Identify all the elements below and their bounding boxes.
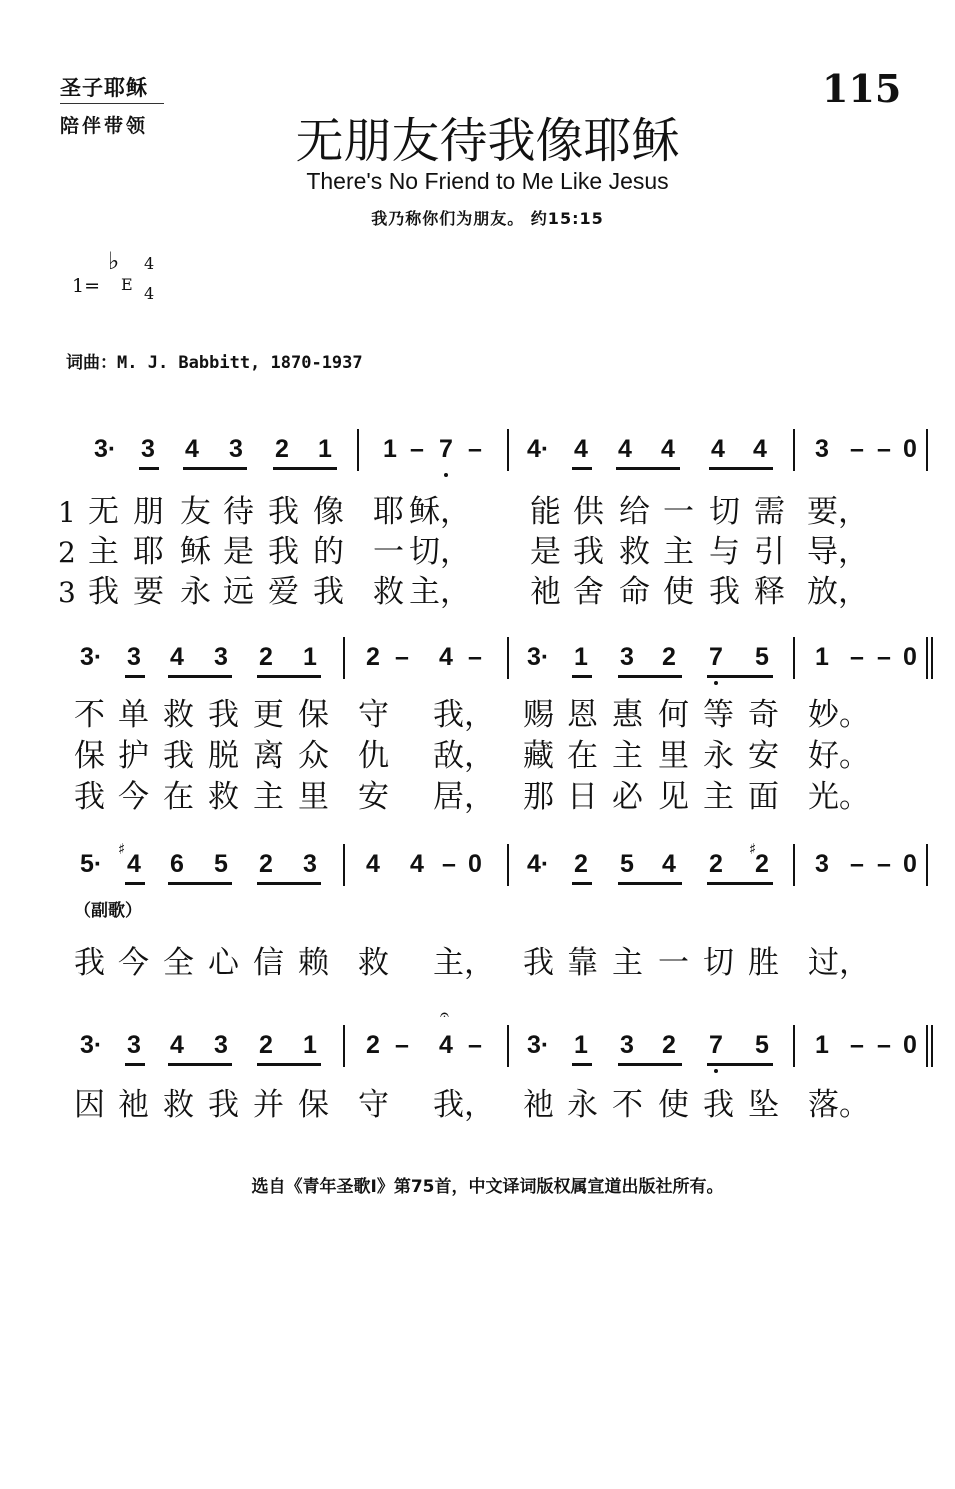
lyric-char: 见 — [658, 779, 689, 815]
barline — [793, 637, 795, 679]
note: 3· — [80, 643, 103, 671]
note: – — [877, 1031, 891, 1059]
lyric-char: 必 — [612, 779, 643, 815]
lyric-char: 我 — [208, 1087, 239, 1123]
lyric-char: 守 — [358, 697, 389, 733]
beam-underline — [257, 882, 321, 885]
note: 3 — [620, 1031, 634, 1059]
lyric-char: 全 — [163, 945, 194, 981]
lyric-char: 引 — [754, 534, 785, 570]
beam-underline — [707, 882, 773, 885]
sharp-sign: ♯ — [118, 840, 126, 858]
lyric-char: 一 — [663, 494, 694, 530]
lyric-char: 我 — [313, 574, 344, 610]
barline — [507, 844, 509, 886]
note: 3 — [127, 643, 141, 671]
note: 3 — [214, 1031, 228, 1059]
beam-underline — [125, 1063, 145, 1066]
note: 3 — [303, 850, 317, 878]
lyric-char: 我， — [433, 697, 495, 733]
lyric-char: 敌， — [433, 738, 495, 774]
beam-underline — [572, 1063, 592, 1066]
barline — [926, 1025, 928, 1067]
lyric-char: 并 — [253, 1087, 284, 1123]
sharp-sign: ♯ — [749, 840, 757, 858]
lyric-char: 我 — [523, 945, 554, 981]
note: – — [850, 643, 864, 671]
note: – — [468, 1031, 482, 1059]
note: 3· — [527, 643, 550, 671]
note: 2 — [259, 1031, 273, 1059]
note: 1 — [383, 435, 397, 463]
note: 1 — [815, 643, 829, 671]
lyric-char: 那 — [523, 779, 554, 815]
lyric-char: 我 — [74, 945, 105, 981]
barline — [343, 637, 345, 679]
beam-underline — [139, 467, 159, 470]
note: 2 — [275, 435, 289, 463]
note: 2 — [366, 643, 380, 671]
lyric-char: 耶 — [373, 494, 404, 530]
note: 5 — [214, 850, 228, 878]
lyric-char: 要 — [133, 574, 164, 610]
lyric-char: 日 — [567, 779, 598, 815]
note: 4 — [127, 850, 141, 878]
note: – — [442, 850, 456, 878]
lyric-char: 使 — [658, 1087, 689, 1123]
note: 7 — [709, 1031, 723, 1059]
note: 4 — [753, 435, 767, 463]
lyric-char: 祂 — [530, 574, 561, 610]
lyric-char: 面 — [748, 779, 779, 815]
lyric-char: 我 — [88, 574, 119, 610]
lyric-char: 今 — [118, 945, 149, 981]
note: 4 — [711, 435, 725, 463]
barline — [793, 1025, 795, 1067]
note: 0 — [903, 850, 917, 878]
lyric-char: 舍 — [573, 574, 604, 610]
barline — [926, 844, 928, 886]
lyric-char: 我 — [268, 494, 299, 530]
note: 7 — [709, 643, 723, 671]
lyric-char: 妙。 — [808, 697, 870, 733]
note: – — [468, 643, 482, 671]
note: 4 — [185, 435, 199, 463]
lyric-char: 胜 — [748, 945, 779, 981]
beam-underline — [125, 675, 145, 678]
final-barline — [931, 637, 933, 679]
lyric-char: 导， — [807, 534, 869, 570]
lyric-char: 藏 — [523, 738, 554, 774]
barline — [507, 429, 509, 471]
beam-underline — [572, 675, 592, 678]
lyric-char: 赖 — [298, 945, 329, 981]
lyric-char: 等 — [703, 697, 734, 733]
note: – — [395, 643, 409, 671]
barline — [507, 637, 509, 679]
note: – — [850, 435, 864, 463]
lyric-char: 光。 — [808, 779, 870, 815]
note: – — [850, 1031, 864, 1059]
lyric-char: 脱 — [208, 738, 239, 774]
lyric-char: 在 — [163, 779, 194, 815]
beam-underline — [707, 675, 773, 678]
verse-number: 2 — [58, 536, 76, 569]
lyric-char: 主， — [409, 574, 471, 610]
note: 4 — [574, 435, 588, 463]
barline — [926, 429, 928, 471]
lyric-char: 释 — [754, 574, 785, 610]
lyric-char: 心 — [208, 945, 239, 981]
lyric-char: 稣， — [409, 494, 471, 530]
subcategory-label: 陪伴带领 — [60, 115, 149, 137]
lyric-char: 待 — [223, 494, 254, 530]
beam-underline — [125, 882, 145, 885]
lyric-char: 坠 — [748, 1087, 779, 1123]
note: 1 — [318, 435, 332, 463]
note: – — [877, 643, 891, 671]
note: – — [850, 850, 864, 878]
lyric-char: 祂 — [118, 1087, 149, 1123]
note: 1 — [574, 1031, 588, 1059]
beam-underline — [572, 882, 592, 885]
beam-underline — [618, 675, 682, 678]
lyric-char: 我 — [703, 1087, 734, 1123]
lyric-char: 我 — [208, 697, 239, 733]
verse-number: 1 — [58, 496, 76, 529]
verse-number: 3 — [58, 576, 76, 609]
flat-sign: ♭ — [108, 247, 120, 275]
lyric-char: 过， — [808, 945, 870, 981]
lyric-char: 落。 — [808, 1087, 870, 1123]
hymn-number: 115 — [822, 66, 902, 111]
note: – — [877, 435, 891, 463]
lyric-char: 主 — [253, 779, 284, 815]
note: 4 — [410, 850, 424, 878]
note: 3 — [229, 435, 243, 463]
lyric-char: 是 — [530, 534, 561, 570]
lyric-char: 友 — [180, 494, 211, 530]
lyric-char: 一 — [373, 534, 404, 570]
lyric-char: 里 — [298, 779, 329, 815]
note: 5 — [755, 1031, 769, 1059]
copyright-footer: 选自《青年圣歌Ⅰ》第75首，中文译词版权属宣道出版社所有。 — [251, 1177, 724, 1197]
lyric-char: 主 — [612, 945, 643, 981]
note: 2 — [662, 643, 676, 671]
lyric-char: 奇 — [748, 697, 779, 733]
lyric-char: 因 — [74, 1087, 105, 1123]
note: 3· — [527, 1031, 550, 1059]
lyric-char: 朋 — [133, 494, 164, 530]
lyric-char: 主 — [663, 534, 694, 570]
barline — [507, 1025, 509, 1067]
credits: 词曲：M. J. Babbitt, 1870-1937 — [66, 353, 363, 373]
note: 1 — [303, 1031, 317, 1059]
note: 4· — [527, 850, 550, 878]
note: 2 — [259, 850, 273, 878]
note: 4 — [439, 1031, 453, 1059]
lyric-char: 需 — [754, 494, 785, 530]
lyric-char: 赐 — [523, 697, 554, 733]
lyric-char: 的 — [313, 534, 344, 570]
lyric-char: 永 — [703, 738, 734, 774]
lyric-char: 仇 — [358, 738, 389, 774]
note: – — [468, 435, 482, 463]
barline — [343, 1025, 345, 1067]
note: 4 — [618, 435, 632, 463]
beam-underline — [618, 882, 682, 885]
note: 6 — [170, 850, 184, 878]
lyric-char: 像 — [313, 494, 344, 530]
note: 0 — [903, 643, 917, 671]
lyric-char: 祂 — [523, 1087, 554, 1123]
barline — [926, 637, 928, 679]
lyric-char: 今 — [118, 779, 149, 815]
note: 4 — [366, 850, 380, 878]
note: 1 — [815, 1031, 829, 1059]
lyric-char: 安 — [748, 738, 779, 774]
hymn-title-chinese: 无朋友待我像耶稣 — [295, 113, 680, 169]
lyric-char: 我 — [573, 534, 604, 570]
barline — [793, 844, 795, 886]
lyric-char: 救 — [163, 1087, 194, 1123]
lyric-char: 我 — [268, 534, 299, 570]
chorus-label: （副歌） — [74, 901, 142, 921]
note: – — [395, 1031, 409, 1059]
note: 1 — [574, 643, 588, 671]
note: 1 — [303, 643, 317, 671]
lyric-char: 离 — [253, 738, 284, 774]
final-barline — [931, 1025, 933, 1067]
beam-underline — [168, 675, 232, 678]
key-tonic: E — [121, 275, 133, 294]
lyric-char: 救 — [358, 945, 389, 981]
lyric-char: 救 — [163, 697, 194, 733]
category-label: 圣子耶稣 — [60, 75, 148, 100]
beam-underline — [257, 675, 321, 678]
lyric-char: 我 — [74, 779, 105, 815]
note: 2 — [574, 850, 588, 878]
fermata: 𝄐 — [440, 1005, 449, 1024]
note: – — [410, 435, 424, 463]
note: 3 — [815, 850, 829, 878]
note: 5 — [620, 850, 634, 878]
lyric-char: 切， — [409, 534, 471, 570]
note: 5· — [80, 850, 103, 878]
lyric-char: 护 — [118, 738, 149, 774]
beam-underline — [168, 882, 232, 885]
lyric-char: 救 — [373, 574, 404, 610]
lyric-char: 我， — [433, 1087, 495, 1123]
beam-underline — [618, 1063, 682, 1066]
beam-underline — [616, 467, 680, 470]
note: – — [877, 850, 891, 878]
note: 3 — [141, 435, 155, 463]
lyric-char: 我 — [709, 574, 740, 610]
beam-underline — [707, 1063, 773, 1066]
lyric-char: 好。 — [808, 738, 870, 774]
low-octave-dot — [714, 681, 718, 685]
lyric-char: 要， — [807, 494, 869, 530]
lyric-char: 在 — [567, 738, 598, 774]
lyric-char: 不 — [612, 1087, 643, 1123]
note: 2 — [662, 1031, 676, 1059]
barline — [793, 429, 795, 471]
lyric-char: 不 — [74, 697, 105, 733]
note: 0 — [468, 850, 482, 878]
note: 4 — [170, 1031, 184, 1059]
lyric-char: 众 — [298, 738, 329, 774]
lyric-char: 供 — [573, 494, 604, 530]
lyric-char: 恩 — [567, 697, 598, 733]
scripture-reference: 我乃称你们为朋友。 约15:15 — [371, 209, 604, 228]
note: 3· — [80, 1031, 103, 1059]
lyric-char: 放， — [807, 574, 869, 610]
lyric-char: 我 — [163, 738, 194, 774]
note: 4· — [527, 435, 550, 463]
note: 2 — [755, 850, 769, 878]
lyric-char: 保 — [74, 738, 105, 774]
beam-underline — [168, 1063, 232, 1066]
lyric-char: 主， — [433, 945, 495, 981]
note: 5 — [755, 643, 769, 671]
lyric-char: 永 — [180, 574, 211, 610]
note: 2 — [366, 1031, 380, 1059]
barline — [343, 844, 345, 886]
lyric-char: 守 — [358, 1087, 389, 1123]
lyric-char: 单 — [118, 697, 149, 733]
note: 3· — [94, 435, 117, 463]
lyric-char: 信 — [253, 945, 284, 981]
time-signature-bottom: 4 — [144, 284, 155, 303]
lyric-char: 能 — [530, 494, 561, 530]
note: 4 — [661, 435, 675, 463]
lyric-char: 救 — [208, 779, 239, 815]
lyric-char: 救 — [619, 534, 650, 570]
note: 7 — [439, 435, 453, 463]
lyric-char: 一 — [658, 945, 689, 981]
beam-underline — [572, 467, 592, 470]
note: 0 — [903, 1031, 917, 1059]
lyric-char: 永 — [567, 1087, 598, 1123]
lyric-char: 何 — [658, 697, 689, 733]
note: 2 — [259, 643, 273, 671]
low-octave-dot — [714, 1069, 718, 1073]
note: 3 — [127, 1031, 141, 1059]
note: 4 — [662, 850, 676, 878]
lyric-char: 惠 — [612, 697, 643, 733]
lyric-char: 使 — [663, 574, 694, 610]
beam-underline — [257, 1063, 321, 1066]
lyric-char: 稣 — [180, 534, 211, 570]
note: 0 — [903, 435, 917, 463]
note: 2 — [709, 850, 723, 878]
lyric-char: 给 — [619, 494, 650, 530]
hymn-title-english: There's No Friend to Me Like Jesus — [306, 168, 669, 194]
lyric-char: 主 — [88, 534, 119, 570]
note: 3 — [214, 643, 228, 671]
lyric-char: 命 — [619, 574, 650, 610]
note: 4 — [439, 643, 453, 671]
lyric-char: 远 — [223, 574, 254, 610]
lyric-char: 是 — [223, 534, 254, 570]
lyric-char: 更 — [253, 697, 284, 733]
lyric-char: 保 — [298, 1087, 329, 1123]
barline — [357, 429, 359, 471]
lyric-char: 居， — [433, 779, 495, 815]
lyric-char: 耶 — [133, 534, 164, 570]
beam-underline — [183, 467, 247, 470]
beam-underline — [709, 467, 773, 470]
note: 3 — [620, 643, 634, 671]
lyric-char: 无 — [88, 494, 119, 530]
key-prefix: 1= — [72, 275, 101, 297]
lyric-char: 保 — [298, 697, 329, 733]
time-signature-top: 4 — [144, 254, 155, 273]
beam-underline — [273, 467, 337, 470]
lyric-char: 主 — [612, 738, 643, 774]
lyric-char: 里 — [658, 738, 689, 774]
lyric-char: 切 — [703, 945, 734, 981]
lyric-char: 安 — [358, 779, 389, 815]
low-octave-dot — [444, 473, 448, 477]
note: 4 — [170, 643, 184, 671]
lyric-char: 与 — [709, 534, 740, 570]
lyric-char: 靠 — [567, 945, 598, 981]
lyric-char: 主 — [703, 779, 734, 815]
note: 3 — [815, 435, 829, 463]
lyric-char: 爱 — [268, 574, 299, 610]
lyric-char: 切 — [709, 494, 740, 530]
